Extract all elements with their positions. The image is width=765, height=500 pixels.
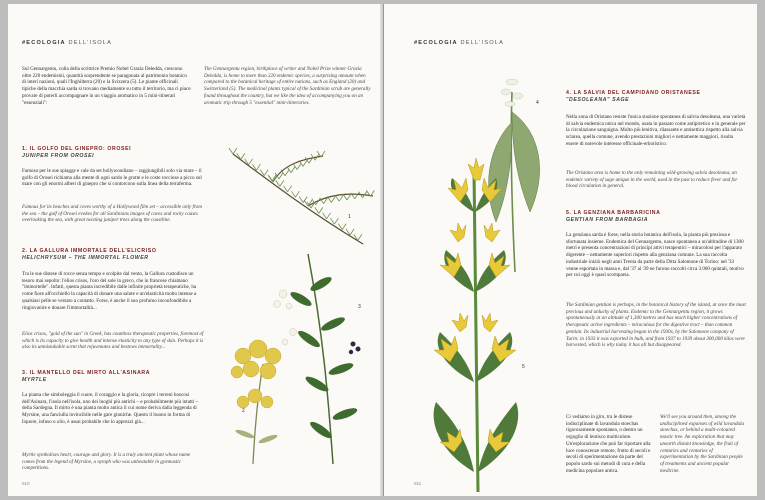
plate-label-4: 4 xyxy=(536,100,539,106)
plate-label-3: 3 xyxy=(358,304,361,310)
helichrysum-flowers xyxy=(231,340,281,408)
section-1-english: Famous for its beaches and coves worthy of a Hollywood film set – accessible only from the sea – the gulf of Orosei evokes for all Sardinians images of caves and rocky coasts overlooking the sea, with great twisting juniper trees along the coastline. xyxy=(22,204,202,224)
section-3-english: Myrtle symbolises heart, courage and glory. It is a truly ancient plant whose name comes from the legend of Myrsine, a nymph who was unbeatable in gymnastic competitions. xyxy=(22,452,191,472)
plate-label-1: 1 xyxy=(348,214,351,220)
section-1-title: 1. IL GOLFO DEL GINEPRO: OROSEI JUNIPER FROM OROSEI xyxy=(22,146,202,159)
closing-italian: Ci vediamo in giro, tra le distese indisciplinate di lavandula stoechas rigorosamente spontanea, o dentro un orgoglio di lentisco multicolore. Un'esplorazione che può far riportare alla luce conoscenze remote, frutto di secoli e secoli di sperimentazione da parte del popolo sardo sui metodi di cura e della medicina popolare antica. xyxy=(566,414,651,474)
section-2-italian: Tra le sue distese di rocce senza tempo e scolpite dal vento, la Gallura custodisce un tesoro mai sepolto: l'elios crisos, l'oro del sole in greco, che in francese chiamano "immortelle". Infatti, questa pianta incredibile dalle infinite proprietà terapeutiche, ha come fiore all'occhiello la capacità di donare una salute e un'elasticità molto intense a qualsiasi pelle se versato a contatto. Forse, è anche il suo profumo inconfondibile a ringiovanire e donare l'immortalità... xyxy=(22,271,197,311)
right-page-number: 011 xyxy=(414,481,422,486)
section-5-english: The Sardinian gentian is perhaps, in the botanical history of the island, at once the most precious and unlucky of plants. Endemic to the Gennargentu region, it grows spontaneously at an altitude of 1,300 metres and has much higher concentrations of therapeutic active ingredients – miraculous for the digestive tract – than common gentian. Its industrial harvesting began in the 1930s, by the Salomone company of Turin: in 1933 it was exported in bulk, and from 1937 to 1939 about 300,000 kilos were harvested, which is why today it has all but disappeared. xyxy=(566,302,746,349)
section-5-italian: La genziana sarda è forse, nella storia botanica dell'isola, la pianta più preziosa e sfortunata insieme. Endemica del Gennargentu, nasce spontanea a un'altitudine di 1300 metri e presenta concentrazioni di principi attivi terapeutici – miracolosi per l'apparato digerente – nettamente superiori rispetto alla genziana comune. La sua raccolta industriale iniziò negli anni Trenta da parte della Ditta Salomone di Torino: nel '33 venne esportata in massa e, dal '37 al '39 ne furono raccolti circa 3.000 quintali, motivo per cui oggi è quasi scomparsa. xyxy=(566,232,744,279)
right-page xyxy=(384,4,757,496)
plate-label-5: 5 xyxy=(522,364,525,370)
left-page-header: #ECOLOGIA DELL'ISOLA xyxy=(22,40,113,46)
section-4-italian: Nella zona di Oristano resiste l'unica stazione spontanea di salvia desoleana, una varietà di salvia endemica unica nel mondo, usata in passato come antipiretico e in generale per la circolazione sanguigna. Molto più lenitiva, rilassante e antisettica rispetto alla salvia sclarea, quella comune, avendo prestazioni migliori e nettamente maggiori, risulta essere di notevole interesse officinale-erboristico. xyxy=(566,114,746,147)
section-2-title: 2. LA GALLURA IMMORTALE DELL'ELICRISO HELICHRYSUM – THE IMMORTAL FLOWER xyxy=(22,248,212,261)
myrtle-flowers xyxy=(274,290,297,345)
section-4-title: 4. LA SALVIA DEL CAMPIDANO ORISTANESE "DESOLEANA" SAGE xyxy=(566,90,746,103)
botanical-plate-right xyxy=(400,52,550,492)
intro-italian: Sul Gennargentu, culla della scrittrice Premio Nobel Grazia Deledda, crescono oltre 220 endemismi, quantità sorprendente se paragonata al patrimonio botanico di interi nazioni, quali l'Inghilterra (20) e la Svizzera (5). Le piante officinali tipiche della macchia sarda si trovano mediamente su tutto il territorio, ma ci piace provare di poterli accompagnare in un viaggio aromatico in 5 mini-itinerari "essenziali": xyxy=(22,66,191,106)
section-3-italian: La pianta che simboleggia il cuore, il coraggio e la gloria, ricopre i terreni boscosi dell'Asinara, l'isola nell'isola, uno dei luoghi più antichi – e probabilmente più intatti – della Sardegna. Il mirto è una pianta molto antica il cui nome deriva dalla leggenda di Myrsine, una fanciulla invincibile nelle gare ginniche. Questo il buono in forma di liquore, infuso o olio, è assai probabile che lo apprezzi già... xyxy=(22,392,199,425)
section-4-english: The Oristano area is home to the only remaining wild-growing salvia desoleana, an endemic variety of sage unique in the world, used in the past to reduce fever and for blood circulation in general. xyxy=(566,170,738,190)
section-5-subtitle: GENTIAN FROM BARBAGIA xyxy=(566,217,649,223)
section-5-title: 5. LA GENZIANA BARBARICINA GENTIAN FROM BARBAGIA xyxy=(566,210,746,223)
right-page-header: #ECOLOGIA DELL'ISOLA xyxy=(414,40,505,46)
section-2-english: Elios crisos, "gold of the sun" in Greek, has countless therapeutic properties, foremost of which is its capacity to give health and intense elasticity to any type of skin. Perhaps it is also its unmistakable scent that rejuvenates and bestows immortality... xyxy=(22,331,204,351)
sage-leaves xyxy=(489,112,540,222)
section-2-subtitle: HELICHRYSUM – THE IMMORTAL FLOWER xyxy=(22,255,149,261)
section-4-subtitle: "DESOLEANA" SAGE xyxy=(566,97,630,103)
plate-label-2: 2 xyxy=(242,408,245,414)
section-3-title: 3. IL MANTELLO DEL MIRTO ALL'ASINARA MYRTLE xyxy=(22,370,212,383)
section-3-subtitle: MYRTLE xyxy=(22,377,47,383)
left-page xyxy=(8,4,383,496)
section-1-italian: Famoso per le sue spiagge e cale da set hollywoodiano – raggiungibili solo via mare – il golfo di Orosei richiama alla mente di ogni sardo le grotte e le coste rocciose a picco sul mare con gli enormi alberi di ginepro che si contorcono sulla linea della terraferma. xyxy=(22,168,202,188)
section-1-subtitle: JUNIPER FROM OROSEI xyxy=(22,153,95,159)
closing-english: We'll see you around then, among the undisciplined expanses of wild lavandula stoechas, or behind a multi-coloured mastic tree. An exploration that may unearth distant knowledge, the fruit of centuries and centuries of experimentation by the Sardinian people of treatments and ancient popular medicine. xyxy=(660,414,745,474)
myrtle-berries xyxy=(349,342,361,355)
left-page-number: 010 xyxy=(22,481,30,486)
intro-english: The Gennargentu region, birthplace of writer and Nobel Prize winner Grazia Deledda, is home to more than 220 endemic species, a surprising amount when compared to the botanical heritage of entire nations, such as England (20) and Switzerland (5). The medicinal plants typical of the Sardinian scrub are generally found throughout the country, but we like the idea of accompanying you on an aromatic trip through 5 "essential" mini-itineraries. xyxy=(204,66,371,106)
juniper-illustration xyxy=(233,154,373,244)
